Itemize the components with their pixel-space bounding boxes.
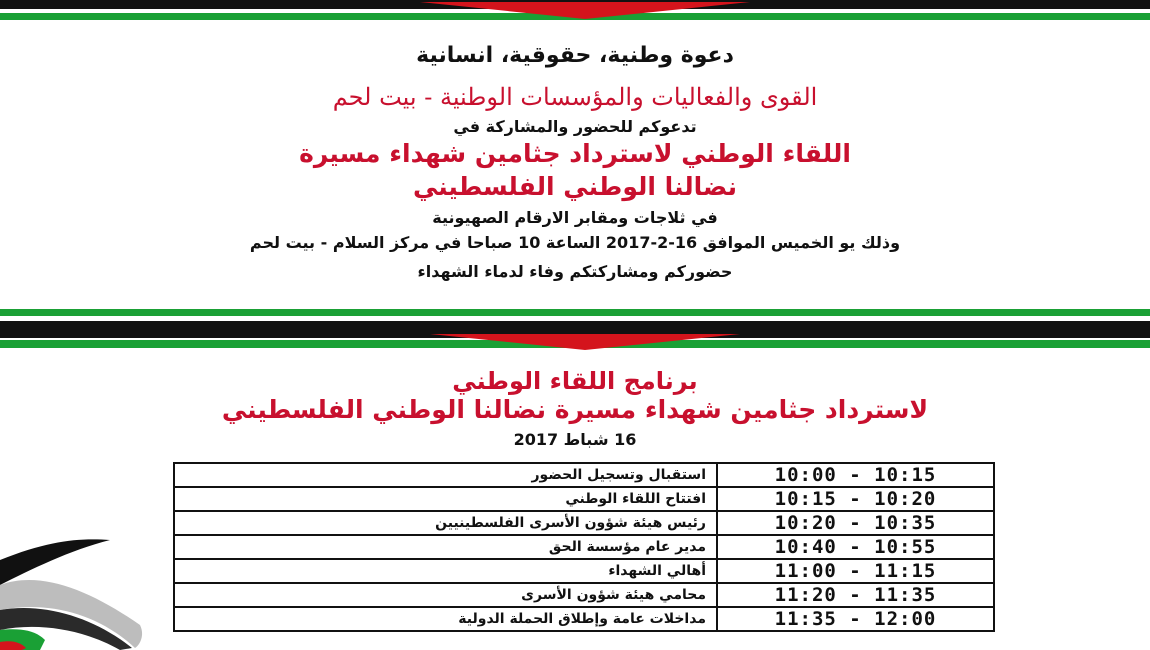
date-location-line: وذلك يو الخميس الموافق 16-2-2017 الساعة 10 صباحا في مركز السلام - بيت لحم <box>249 233 901 252</box>
table-row <box>174 463 994 487</box>
schedule-time: 11:20 - 11:35 <box>717 583 994 607</box>
table-row <box>174 607 994 631</box>
middle-red-triangle <box>430 334 740 350</box>
table-row <box>174 559 994 583</box>
schedule-time: 11:35 - 12:00 <box>717 607 994 631</box>
schedule-activity: رئيس هيئة شؤون الأسرى الفلسطينيين <box>174 511 717 535</box>
schedule-activity: أهالي الشهداء <box>174 559 717 583</box>
top-red-triangle <box>420 2 750 19</box>
table-row <box>174 487 994 511</box>
schedule-activity: استقبال وتسجيل الحضور <box>174 463 717 487</box>
program-title: برنامج اللقاء الوطني <box>452 367 698 395</box>
program-subtitle: لاسترداد جثامين شهداء مسيرة نضالنا الوطني الفلسطيني <box>221 395 929 424</box>
detail-line: في ثلاجات ومقابر الارقام الصهيونية <box>432 208 718 227</box>
event-title-line2: نضالنا الوطني الفلسطيني <box>412 172 738 201</box>
schedule-time: 10:40 - 10:55 <box>717 535 994 559</box>
event-title-line1: اللقاء الوطني لاسترداد جثامين شهداء مسيرة <box>299 139 851 168</box>
schedule-time: 10:20 - 10:35 <box>717 511 994 535</box>
table-row <box>174 583 994 607</box>
invitation-tagline: دعوة وطنية، حقوقية، انسانية <box>416 43 734 68</box>
closing-line: حضوركم ومشاركتكم وفاء لدماء الشهداء <box>417 262 733 281</box>
invite-line: تدعوكم للحضور والمشاركة في <box>453 117 697 136</box>
table-row <box>174 511 994 535</box>
table-row <box>174 535 994 559</box>
schedule-time: 11:00 - 11:15 <box>717 559 994 583</box>
schedule-table <box>173 462 995 632</box>
organizers-line: القوى والفعاليات والمؤسسات الوطنية - بيت لحم <box>332 83 818 111</box>
middle-green-stripe-top <box>0 309 1150 316</box>
schedule-time: 10:00 - 10:15 <box>717 463 994 487</box>
schedule-activity: محامي هيئة شؤون الأسرى <box>174 583 717 607</box>
flag-swoosh-graphic <box>0 530 160 650</box>
schedule-activity: مداخلات عامة وإطلاق الحملة الدولية <box>174 607 717 631</box>
program-date: 16 شباط 2017 <box>513 430 637 449</box>
schedule-activity: افتتاح اللقاء الوطني <box>174 487 717 511</box>
schedule-time: 10:15 - 10:20 <box>717 487 994 511</box>
schedule-activity: مدير عام مؤسسة الحق <box>174 535 717 559</box>
